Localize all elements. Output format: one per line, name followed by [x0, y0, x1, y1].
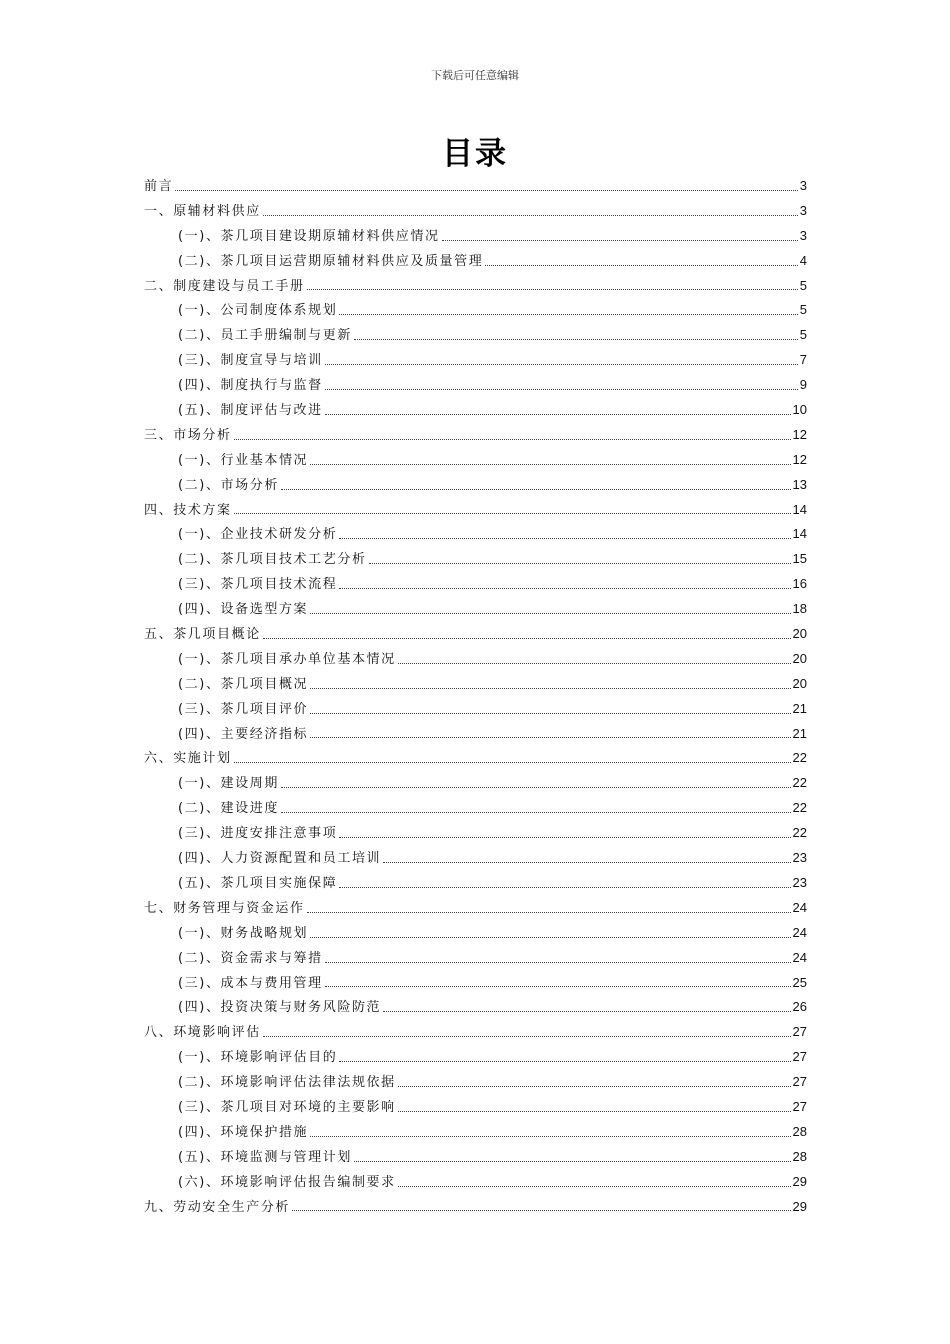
toc-entry-page: 23 [792, 874, 807, 890]
toc-entry-text: (三)、茶几项目评价 [178, 701, 309, 717]
toc-leader-dots [369, 563, 791, 564]
toc-leader-dots [310, 937, 790, 938]
toc-leader-dots [398, 1086, 791, 1087]
toc-entry-text: (三)、成本与费用管理 [178, 975, 323, 991]
toc-entry-page: 18 [792, 601, 807, 617]
toc-leader-dots [398, 1186, 791, 1187]
toc-entry-page: 22 [792, 750, 807, 766]
toc-entry[interactable] [144, 771, 807, 796]
toc-entry-text: 七、财务管理与资金运作 [144, 900, 305, 916]
toc-entry-text: (一)、茶几项目建设期原辅材料供应情况 [178, 228, 440, 244]
toc-entry[interactable] [144, 846, 807, 871]
toc-entry[interactable] [144, 1170, 807, 1195]
toc-entry-page: 12 [792, 426, 807, 442]
toc-title: 目录 [442, 136, 508, 172]
toc-leader-dots [325, 986, 791, 987]
toc-entry-page: 5 [799, 302, 807, 318]
toc-leader-dots [263, 638, 791, 639]
toc-entry-page: 12 [792, 451, 807, 467]
toc-entry-page: 20 [792, 675, 807, 691]
toc-entry-text: (一)、企业技术研发分析 [178, 527, 338, 543]
toc-entry-text: 四、技术方案 [144, 502, 232, 518]
toc-entry-text: 六、实施计划 [144, 751, 232, 767]
toc-entry-page: 15 [792, 551, 807, 567]
toc-entry-text: (三)、进度安排注意事项 [178, 826, 338, 842]
toc-leader-dots [339, 1061, 790, 1062]
toc-entry-text: (一)、建设周期 [178, 776, 279, 792]
toc-entry[interactable] [144, 746, 807, 771]
toc-entry[interactable] [144, 821, 807, 846]
toc-entry-page: 4 [799, 252, 807, 268]
toc-leader-dots [325, 389, 798, 390]
toc-entry[interactable] [144, 423, 807, 448]
toc-entry-page: 5 [799, 277, 807, 293]
toc-entry[interactable] [144, 473, 807, 498]
toc-entry[interactable] [144, 672, 807, 697]
toc-entry[interactable] [144, 1195, 807, 1220]
toc-entry-page: 28 [792, 1123, 807, 1139]
toc-entry-text: (二)、资金需求与筹措 [178, 950, 323, 966]
toc-entry[interactable] [144, 722, 807, 747]
toc-leader-dots [310, 1136, 790, 1137]
toc-leader-dots [281, 787, 791, 788]
toc-entry-page: 28 [792, 1148, 807, 1164]
toc-leader-dots [325, 962, 791, 963]
toc-entry-text: (三)、茶几项目对环境的主要影响 [178, 1099, 396, 1115]
toc-leader-dots [339, 887, 790, 888]
toc-entry-text: (三)、茶几项目技术流程 [178, 577, 338, 593]
toc-entry-page: 14 [792, 501, 807, 517]
toc-entry-page: 3 [799, 227, 807, 243]
toc-entry-page: 22 [792, 800, 807, 816]
toc-entry-page: 20 [792, 626, 807, 642]
toc-leader-dots [325, 414, 791, 415]
toc-entry[interactable] [144, 373, 807, 398]
toc-entry[interactable] [144, 448, 807, 473]
toc-entry[interactable] [144, 199, 807, 224]
toc-entry-text: (三)、制度宣导与培训 [178, 353, 323, 369]
toc-leader-dots [310, 713, 790, 714]
toc-leader-dots [281, 489, 791, 490]
toc-entry-page: 13 [792, 476, 807, 492]
toc-entry[interactable] [144, 622, 807, 647]
toc-entry-page: 20 [792, 650, 807, 666]
toc-entry[interactable] [144, 1145, 807, 1170]
toc-entry-text: (一)、公司制度体系规划 [178, 303, 338, 319]
toc-leader-dots [175, 190, 798, 191]
toc-leader-dots [354, 1161, 791, 1162]
toc-entry-page: 25 [792, 974, 807, 990]
toc-entry-text: (四)、投资决策与财务风险防范 [178, 1000, 382, 1016]
toc-entry[interactable] [144, 946, 807, 971]
toc-entry-text: (二)、建设进度 [178, 801, 279, 817]
toc-entry-text: (五)、环境监测与管理计划 [178, 1149, 352, 1165]
toc-entry-text: (四)、环境保护措施 [178, 1124, 309, 1140]
toc-entry-page: 27 [792, 1024, 807, 1040]
toc-leader-dots [339, 538, 790, 539]
toc-leader-dots [398, 1111, 791, 1112]
toc-entry-text: 二、制度建设与员工手册 [144, 278, 305, 294]
toc-leader-dots [234, 513, 791, 514]
toc-leader-dots [292, 1210, 791, 1211]
toc-leader-dots [339, 314, 797, 315]
toc-leader-dots [310, 737, 790, 738]
toc-entry-text: (一)、茶几项目承办单位基本情况 [178, 651, 396, 667]
toc-entry-page: 16 [792, 576, 807, 592]
toc-entry[interactable] [144, 348, 807, 373]
toc-entry-page: 29 [792, 1173, 807, 1189]
toc-entry-text: 前言 [144, 179, 174, 194]
toc-entry-page: 3 [799, 178, 807, 193]
toc-leader-dots [398, 663, 791, 664]
toc-entry[interactable] [144, 896, 807, 921]
toc-entry-text: 一、原辅材料供应 [144, 203, 261, 219]
toc-entry-text: (四)、主要经济指标 [178, 726, 309, 742]
toc-entry[interactable] [144, 174, 807, 199]
toc-list [144, 174, 807, 1219]
toc-entry-text: (四)、人力资源配置和员工培训 [178, 851, 382, 867]
toc-entry[interactable] [144, 398, 807, 423]
toc-entry[interactable] [144, 224, 807, 249]
toc-entry-text: (二)、市场分析 [178, 477, 279, 493]
toc-entry-text: 八、环境影响评估 [144, 1025, 261, 1041]
toc-entry[interactable] [144, 597, 807, 622]
toc-entry-page: 3 [799, 202, 807, 218]
toc-entry-text: (一)、财务战略规划 [178, 925, 309, 941]
toc-entry[interactable] [144, 274, 807, 299]
toc-leader-dots [325, 364, 798, 365]
toc-entry-page: 14 [792, 526, 807, 542]
toc-entry[interactable] [144, 971, 807, 996]
toc-leader-dots [383, 1011, 790, 1012]
toc-leader-dots [310, 613, 790, 614]
toc-entry-page: 21 [792, 725, 807, 741]
toc-entry-page: 9 [799, 377, 807, 393]
toc-entry[interactable] [144, 572, 807, 597]
toc-entry-text: (四)、设备选型方案 [178, 602, 309, 618]
toc-entry-text: 三、市场分析 [144, 427, 232, 443]
toc-entry-text: (二)、茶几项目技术工艺分析 [178, 552, 367, 568]
toc-entry-text: (二)、茶几项目概况 [178, 676, 309, 692]
toc-entry-text: (二)、茶几项目运营期原辅材料供应及质量管理 [178, 253, 484, 269]
toc-entry[interactable] [144, 1095, 807, 1120]
toc-entry[interactable] [144, 921, 807, 946]
toc-leader-dots [307, 289, 798, 290]
toc-entry-page: 23 [792, 850, 807, 866]
toc-entry[interactable] [144, 1120, 807, 1145]
toc-entry[interactable] [144, 995, 807, 1020]
toc-entry-page: 24 [792, 949, 807, 965]
toc-entry-text: (二)、环境影响评估法律法规依据 [178, 1075, 396, 1091]
toc-entry[interactable] [144, 249, 807, 274]
toc-entry-text: (五)、制度评估与改进 [178, 403, 323, 419]
toc-entry-page: 22 [792, 825, 807, 841]
toc-entry[interactable] [144, 1070, 807, 1095]
toc-leader-dots [263, 1036, 791, 1037]
toc-entry[interactable] [144, 1045, 807, 1070]
toc-entry-text: 五、茶几项目概论 [144, 627, 261, 643]
toc-leader-dots [485, 265, 797, 266]
toc-entry-text: (四)、制度执行与监督 [178, 378, 323, 394]
toc-entry-text: 九、劳动安全生产分析 [144, 1199, 291, 1215]
toc-entry[interactable] [144, 522, 807, 547]
toc-entry[interactable] [144, 796, 807, 821]
toc-entry[interactable] [144, 547, 807, 572]
toc-entry-page: 22 [792, 775, 807, 791]
toc-entry-page: 27 [792, 1049, 807, 1065]
toc-entry[interactable] [144, 323, 807, 348]
toc-entry[interactable] [144, 871, 807, 896]
toc-leader-dots [339, 837, 790, 838]
toc-entry[interactable] [144, 498, 807, 523]
toc-leader-dots [307, 912, 791, 913]
toc-entry-text: (一)、环境影响评估目的 [178, 1050, 338, 1066]
toc-leader-dots [354, 339, 798, 340]
toc-leader-dots [281, 812, 791, 813]
toc-leader-dots [310, 688, 790, 689]
toc-entry-text: (五)、茶几项目实施保障 [178, 875, 338, 891]
toc-entry[interactable] [144, 298, 807, 323]
toc-entry-page: 24 [792, 899, 807, 915]
toc-leader-dots [383, 862, 790, 863]
toc-entry-page: 7 [799, 352, 807, 368]
toc-entry-text: (二)、员工手册编制与更新 [178, 328, 352, 344]
toc-entry-page: 5 [799, 327, 807, 343]
toc-entry-text: (六)、环境影响评估报告编制要求 [178, 1174, 396, 1190]
toc-entry-page: 21 [792, 700, 807, 716]
toc-entry-page: 10 [792, 402, 807, 418]
toc-leader-dots [310, 464, 790, 465]
toc-entry[interactable] [144, 647, 807, 672]
toc-entry-text: (一)、行业基本情况 [178, 452, 309, 468]
header-note: 下载后可任意编辑 [431, 69, 519, 82]
toc-leader-dots [234, 762, 791, 763]
toc-entry-page: 27 [792, 1074, 807, 1090]
toc-entry-page: 29 [792, 1198, 807, 1214]
toc-leader-dots [263, 215, 798, 216]
toc-entry[interactable] [144, 697, 807, 722]
toc-entry[interactable] [144, 1020, 807, 1045]
toc-leader-dots [339, 588, 790, 589]
toc-leader-dots [442, 240, 798, 241]
toc-entry-page: 27 [792, 1098, 807, 1114]
toc-leader-dots [234, 439, 791, 440]
toc-entry-page: 26 [792, 999, 807, 1015]
toc-entry-page: 24 [792, 924, 807, 940]
